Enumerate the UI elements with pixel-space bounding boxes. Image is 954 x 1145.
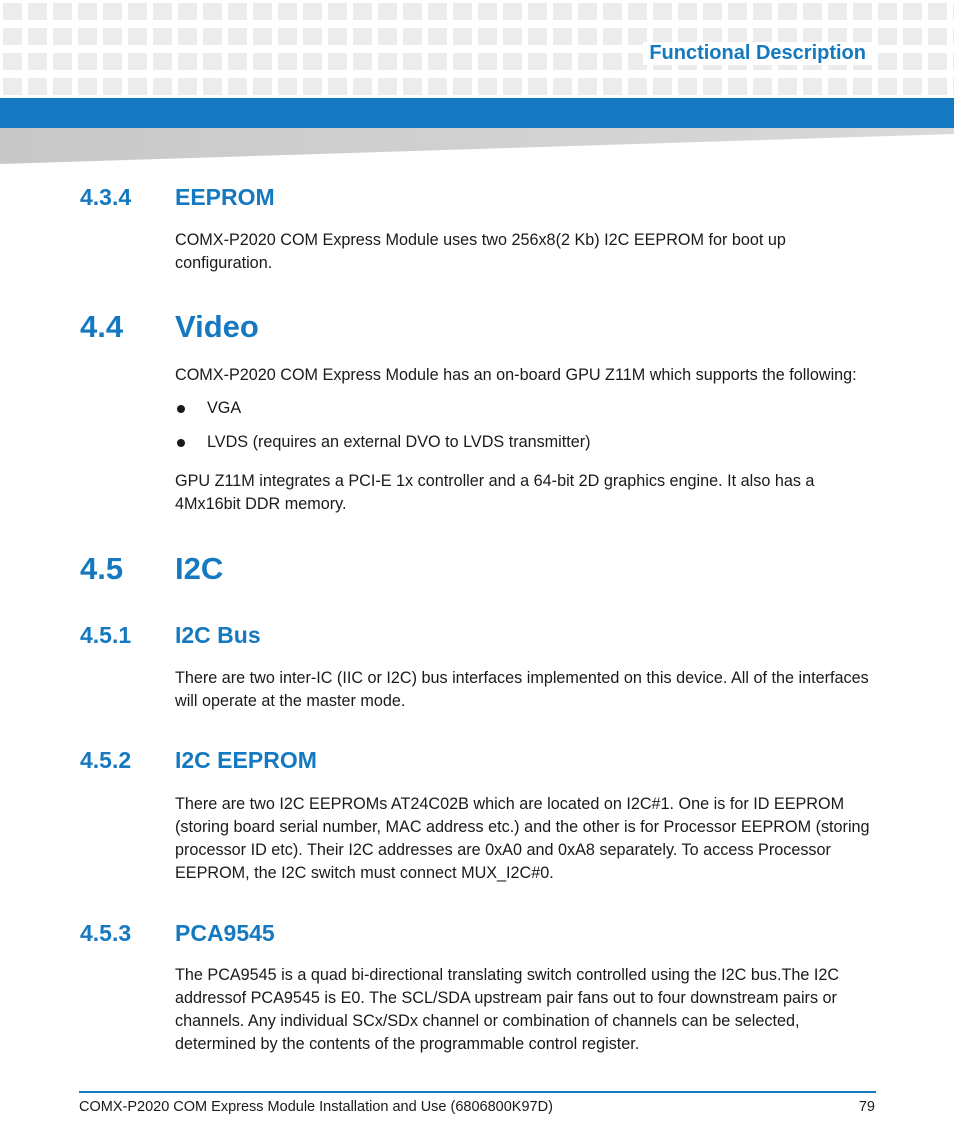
video-feature-list — [175, 397, 591, 465]
header-blue-band — [0, 98, 954, 128]
section-title: I2C Bus — [175, 622, 261, 648]
section-title: PCA9545 — [175, 920, 275, 946]
page-number: 79 — [858, 1099, 875, 1115]
section-title: EEPROM — [175, 184, 275, 210]
video-intro-paragraph: COMX-P2020 COM Express Module has an on-board GPU Z11M which supports the following: — [175, 366, 857, 384]
running-header-title: Functional Description — [643, 42, 872, 65]
section-number: 4.5.3 — [80, 920, 132, 946]
bullet-icon — [177, 439, 185, 447]
section-number: 4.5.2 — [80, 747, 132, 773]
pca9545-paragraph: The PCA9545 is a quad bi-directional translating switch controlled using the I2C bus.The I2C addressof PCA9545 is E0. The SCL/SDA upstream pair fans out to four downstream pairs or channels. Any individual SCx/SDx channel or combination of channels can be selected, determined by the contents of the programmable control register. — [175, 966, 840, 1053]
section-title: I2C EEPROM — [175, 747, 317, 773]
section-title: I2C — [175, 551, 224, 586]
list-item-text: VGA — [207, 399, 242, 417]
header-gray-wedge — [0, 128, 954, 164]
list-item-text: LVDS (requires an external DVO to LVDS transmitter) — [207, 433, 591, 451]
section-number: 4.5 — [80, 551, 124, 586]
eeprom-paragraph: COMX-P2020 COM Express Module uses two 256x8(2 Kb) I2C EEPROM for boot up configuration. — [175, 231, 786, 272]
video-gpu-paragraph: GPU Z11M integrates a PCI-E 1x controller and a 64-bit 2D graphics engine. It also has a 4Mx16bit DDR memory. — [175, 472, 815, 513]
i2c-eeprom-paragraph: There are two I2C EEPROMs AT24C02B which are located on I2C#1. One is for ID EEPROM (storing board serial number, MAC address etc.) and the other is for Processor EEPROM (storing processor ID etc). Their I2C addresses are 0xA0 and 0xA8 separately. To access Processor EEPROM, the I2C switch must connect MUX_I2C#0. — [175, 795, 870, 882]
section-number: 4.5.1 — [80, 622, 132, 648]
section-title: Video — [175, 309, 259, 344]
section-number: 4.3.4 — [80, 184, 132, 210]
section-number: 4.4 — [80, 309, 124, 344]
footer-document-title: COMX-P2020 COM Express Module Installation and Use (6806800K97D) — [79, 1099, 553, 1115]
i2c-bus-paragraph: There are two inter-IC (IIC or I2C) bus interfaces implemented on this device. All of the interfaces will operate at the master mode. — [175, 669, 869, 710]
list-item — [175, 431, 591, 465]
footer-divider — [79, 1091, 876, 1093]
bullet-icon — [177, 405, 185, 413]
list-item — [175, 397, 591, 431]
